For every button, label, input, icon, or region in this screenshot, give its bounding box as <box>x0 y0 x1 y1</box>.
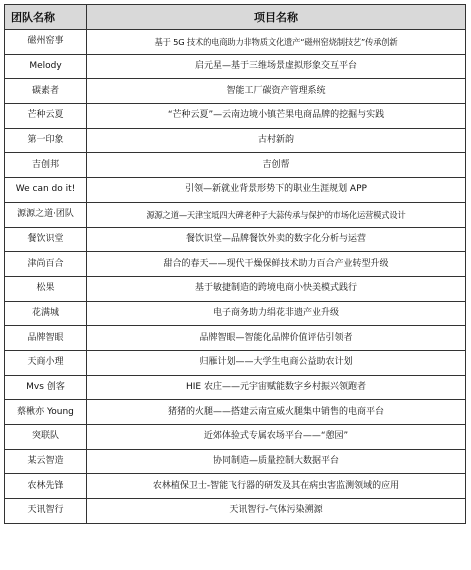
table-row <box>5 252 466 277</box>
project-name-cell: 基于 5G 技术的电商助力非物质文化遗产“磁州窑烧制技艺”传承创新 <box>87 30 466 55</box>
team-name-cell: 某云智造 <box>5 449 87 474</box>
project-name-cell: 电子商务助力绢花非遗产业升级 <box>87 301 466 326</box>
table-row <box>5 79 466 104</box>
project-name-cell: 甜合的春天——现代干燥保鲜技术助力百合产业转型升级 <box>87 252 466 277</box>
team-name-cell: 农林先锋 <box>5 474 87 499</box>
table-row <box>5 400 466 425</box>
project-name-cell: 天讯智行-气体污染溯源 <box>87 499 466 524</box>
team-name-cell: 花满城 <box>5 301 87 326</box>
project-name-cell: 引领—新就业背景形势下的职业生涯规划 APP <box>87 178 466 203</box>
team-name-cell: 源源之道·团队 <box>5 202 87 227</box>
table-body <box>5 30 466 524</box>
table-row <box>5 30 466 55</box>
table-row <box>5 474 466 499</box>
project-name-cell: 归雁计划——大学生电商公益助农计划 <box>87 350 466 375</box>
table-row <box>5 104 466 129</box>
team-name-cell: 吉创邦 <box>5 153 87 178</box>
team-name-cell: 蔡楸亦 Young <box>5 400 87 425</box>
project-name-cell: HIE 农庄——元宇宙赋能数字乡村振兴领跑者 <box>87 375 466 400</box>
project-name-cell: 源源之道—天津宝坻四大碑老种子大蒜传承与保护的市场化运营模式设计 <box>87 202 466 227</box>
table-row <box>5 276 466 301</box>
team-name-cell: 磁州窑事 <box>5 30 87 55</box>
header-team-name: 团队名称 <box>5 5 87 30</box>
project-name-cell: 协同制造—质量控制大数据平台 <box>87 449 466 474</box>
table-row <box>5 178 466 203</box>
table-row <box>5 128 466 153</box>
table-row <box>5 326 466 351</box>
team-name-cell: 天商小理 <box>5 350 87 375</box>
team-project-table <box>4 4 466 524</box>
team-name-cell: 芒种云夏 <box>5 104 87 129</box>
table-row <box>5 301 466 326</box>
table-row <box>5 375 466 400</box>
project-name-cell: 吉创帮 <box>87 153 466 178</box>
team-name-cell: 松果 <box>5 276 87 301</box>
project-name-cell: 品牌智眼—智能化品牌价值评估引领者 <box>87 326 466 351</box>
project-name-cell: 启元星—基于三维场景虚拟形象交互平台 <box>87 54 466 79</box>
project-name-cell: 智能工厂碳资产管理系统 <box>87 79 466 104</box>
team-name-cell: 突联队 <box>5 425 87 450</box>
table-row <box>5 153 466 178</box>
project-name-cell: 猪猪的火腿——搭建云南宣威火腿集中销售的电商平台 <box>87 400 466 425</box>
table-row <box>5 227 466 252</box>
project-name-cell: 近郊体验式专属农场平台——“憩园” <box>87 425 466 450</box>
table-row <box>5 425 466 450</box>
team-name-cell: Melody <box>5 54 87 79</box>
project-name-cell: 古村新韵 <box>87 128 466 153</box>
team-name-cell: 碳素者 <box>5 79 87 104</box>
table-row <box>5 499 466 524</box>
team-name-cell: 天讯智行 <box>5 499 87 524</box>
header-row <box>5 5 466 30</box>
project-name-cell: 基于敏捷制造的跨境电商小快美模式践行 <box>87 276 466 301</box>
team-name-cell: 第一印象 <box>5 128 87 153</box>
document-page <box>4 4 466 524</box>
team-name-cell: 品牌智眼 <box>5 326 87 351</box>
table-row <box>5 202 466 227</box>
team-name-cell: 餐饮识堂 <box>5 227 87 252</box>
team-name-cell: We can do it! <box>5 178 87 203</box>
project-name-cell: “芒种云夏”—云南边境小镇芒果电商品牌的挖掘与实践 <box>87 104 466 129</box>
table-row <box>5 449 466 474</box>
project-name-cell: 农林植保卫士-智能飞行器的研发及其在病虫害监测领域的应用 <box>87 474 466 499</box>
project-name-cell: 餐饮识堂—品牌餐饮外卖的数字化分析与运营 <box>87 227 466 252</box>
team-name-cell: Mvs 创客 <box>5 375 87 400</box>
header-project-name: 项目名称 <box>87 5 466 30</box>
team-name-cell: 津尚百合 <box>5 252 87 277</box>
table-row <box>5 350 466 375</box>
table-row <box>5 54 466 79</box>
